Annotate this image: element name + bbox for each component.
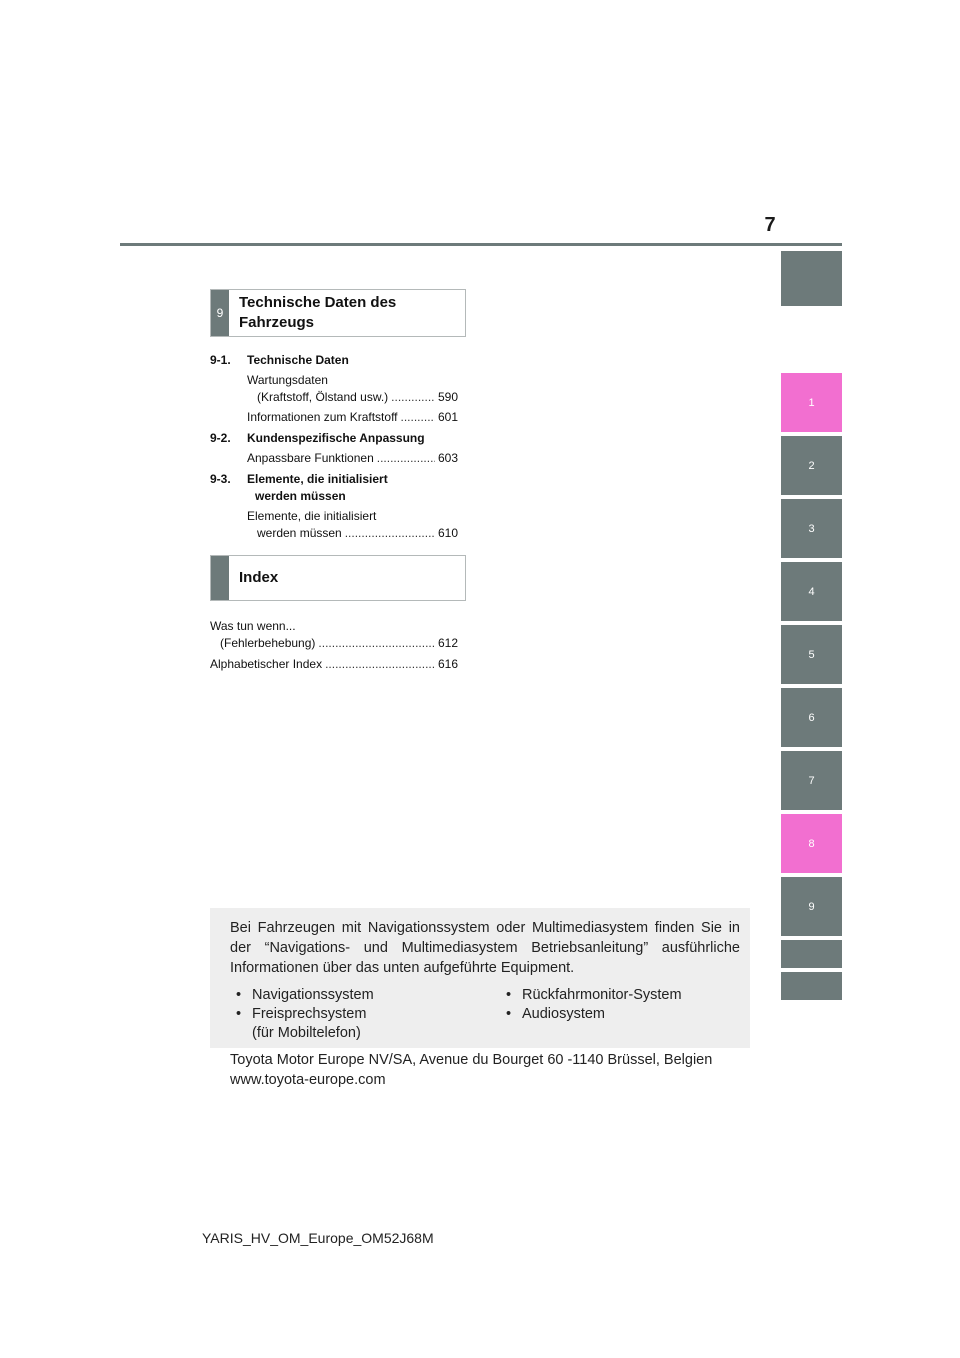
side-tab-1[interactable]: 1 — [781, 373, 842, 432]
toc-entry[interactable]: Alphabetischer Index ..... 616 — [210, 656, 458, 673]
index-header — [210, 555, 466, 601]
document-id: YARIS_HV_OM_Europe_OM52J68M — [202, 1230, 434, 1246]
leader-dots — [377, 450, 435, 467]
index-tab — [211, 556, 229, 600]
page-ref: 612 — [437, 636, 458, 650]
section-9-header — [210, 289, 466, 337]
section-9-toc — [210, 352, 458, 542]
side-tab-9[interactable]: 9 — [781, 877, 842, 936]
page-ref: 603 — [437, 451, 458, 465]
toc-entry[interactable]: Informationen zum Kraftstoff ..... 601 — [210, 409, 458, 426]
list-item: Rückfahrmonitor-System — [522, 987, 682, 1003]
info-box — [210, 908, 750, 1048]
section-9-tab: 9 — [211, 290, 229, 336]
info-text: Bei Fahrzeugen mit Navigationssystem oder Multimediasystem finden Sie in der “Navigations- und Multimediasystem Betriebsanleitung” ausführliche Informationen über das unten aufgeführte Equipment. — [230, 920, 740, 976]
side-tab-blank[interactable] — [781, 972, 842, 1000]
chapter-9-2[interactable]: 9-2. Kundenspezifische Anpassung — [210, 431, 425, 445]
leader-dots — [401, 409, 435, 426]
side-tab-5[interactable]: 5 — [781, 625, 842, 684]
side-tab-3[interactable]: 3 — [781, 499, 842, 558]
bullet-list-left: • Navigationssystem • Freisprechsystem (für Mobiltelefon) — [236, 987, 374, 1041]
footer-address: Toyota Motor Europe NV/SA, Avenue du Bourget 60 -1140 Brüssel, Belgien — [230, 1052, 713, 1068]
footer-address-block — [230, 1050, 742, 1090]
page-ref: 616 — [437, 657, 458, 671]
chapter-9-3[interactable]: 9-3. Elemente, die initialisiert werden müssen — [210, 472, 388, 503]
page-number: 7 — [764, 214, 776, 236]
page-ref: 601 — [437, 410, 458, 424]
side-tab-blank[interactable] — [781, 940, 842, 968]
toc-entry[interactable]: Wartungsdaten (Kraftstoff, Ölstand usw.) ..... 590 — [210, 372, 458, 406]
list-item: Navigationssystem — [252, 987, 374, 1003]
bullet-list-right: • Rückfahrmonitor-System • Audiosystem — [506, 987, 682, 1022]
list-item: (für Mobiltelefon) — [252, 1025, 361, 1041]
leader-dots — [318, 635, 435, 652]
toc-entry[interactable]: Anpassbare Funktionen ..... 603 — [210, 450, 458, 467]
chapter-9-1[interactable]: 9-1. Technische Daten — [210, 353, 349, 367]
header-rule — [120, 243, 842, 246]
toc-entry[interactable]: Elemente, die initialisiert werden müssen ..... 610 — [210, 508, 458, 542]
index-title: Index — [239, 569, 279, 586]
side-tab-8[interactable]: 8 — [781, 814, 842, 873]
index-toc — [210, 618, 458, 673]
leader-dots — [325, 656, 435, 673]
side-tab-6[interactable]: 6 — [781, 688, 842, 747]
side-tab-4[interactable]: 4 — [781, 562, 842, 621]
footer-url[interactable]: www.toyota-europe.com — [230, 1072, 386, 1088]
side-tab-7[interactable]: 7 — [781, 751, 842, 810]
side-tab-blank[interactable] — [781, 251, 842, 306]
page-ref: 590 — [437, 390, 458, 404]
toc-entry[interactable]: Was tun wenn... (Fehlerbehebung) ..... 612 — [210, 618, 458, 652]
section-9-title: Technische Daten des Fahrzeugs — [239, 294, 397, 331]
leader-dots — [391, 389, 435, 406]
list-item: Audiosystem — [522, 1006, 606, 1022]
leader-dots — [345, 525, 435, 542]
side-tab-2[interactable]: 2 — [781, 436, 842, 495]
page-ref: 610 — [437, 526, 458, 540]
list-item: Freisprechsystem — [252, 1006, 367, 1022]
